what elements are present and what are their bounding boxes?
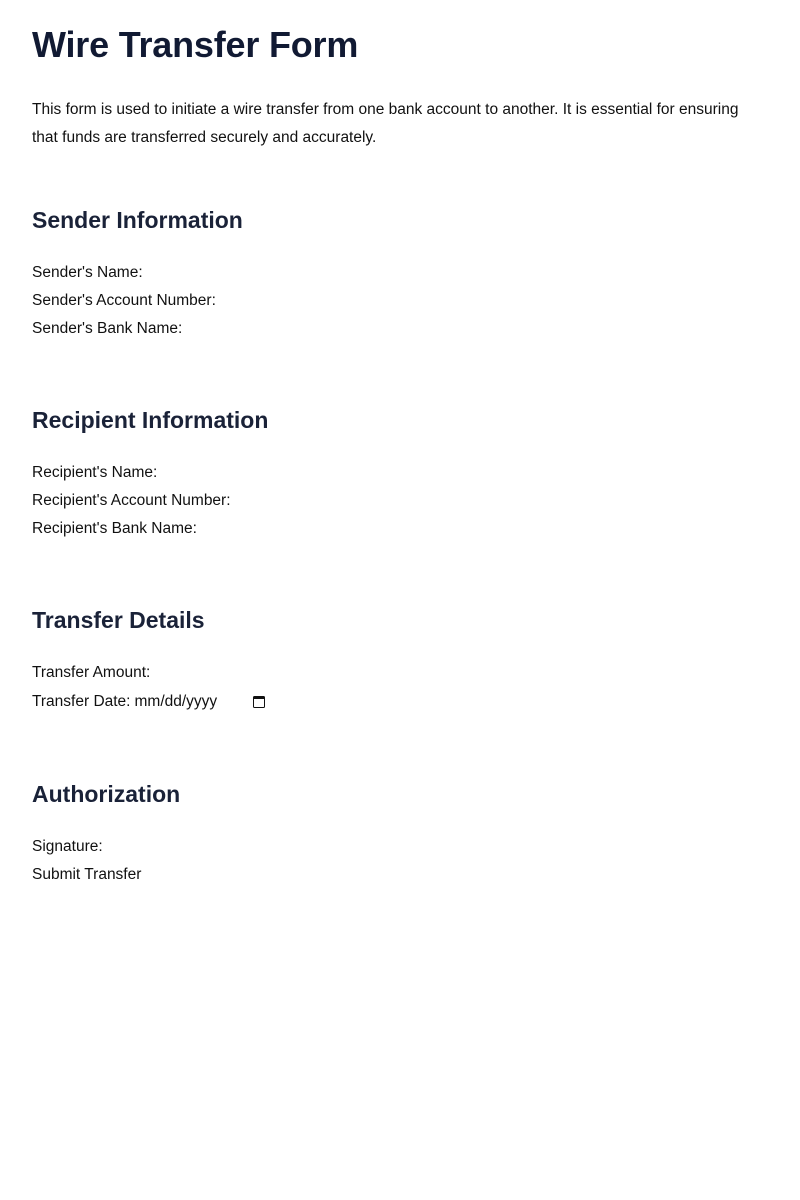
signature-field[interactable] — [107, 833, 247, 861]
recipient-bank-field[interactable] — [201, 515, 341, 543]
recipient-account-label: Recipient's Account Number: — [32, 492, 231, 509]
recipient-section — [32, 405, 768, 543]
sender-bank-field[interactable] — [186, 315, 326, 343]
transfer-date-label: Transfer Date: — [32, 693, 131, 710]
transfer-heading: Transfer Details — [32, 607, 205, 633]
sender-section — [32, 205, 768, 343]
submit-transfer-button[interactable]: Submit Transfer — [32, 861, 141, 889]
transfer-section — [32, 605, 768, 717]
transfer-date-field[interactable] — [135, 687, 265, 717]
recipient-bank-label: Recipient's Bank Name: — [32, 520, 197, 537]
signature-label: Signature: — [32, 838, 103, 855]
signature-row — [32, 833, 768, 861]
sender-heading: Sender Information — [32, 207, 243, 233]
transfer-date-placeholder[interactable]: mm/dd/yyyy — [134, 693, 218, 710]
recipient-account-field[interactable] — [235, 487, 375, 515]
sender-bank-label: Sender's Bank Name: — [32, 320, 183, 337]
transfer-amount-label: Transfer Amount: — [32, 664, 151, 681]
recipient-name-field[interactable] — [161, 459, 301, 487]
recipient-name-row — [32, 459, 768, 487]
recipient-name-label: Recipient's Name: — [32, 464, 158, 481]
authorization-section — [32, 779, 768, 889]
sender-name-label: Sender's Name: — [32, 264, 143, 281]
transfer-date-row — [32, 687, 768, 717]
sender-name-row — [32, 259, 768, 287]
transfer-amount-row — [32, 659, 768, 687]
recipient-account-row — [32, 487, 768, 515]
sender-account-row — [32, 287, 768, 315]
calendar-icon[interactable] — [253, 696, 265, 708]
page-title: Wire Transfer Form — [32, 24, 359, 65]
form-description: This form is used to initiate a wire transfer from one bank account to another. It is essential for ensuring that funds are transferred securely and accurately. — [32, 101, 739, 146]
transfer-amount-field[interactable] — [154, 659, 294, 687]
recipient-heading: Recipient Information — [32, 407, 269, 433]
sender-account-field[interactable] — [220, 287, 360, 315]
authorization-heading: Authorization — [32, 781, 181, 807]
recipient-bank-row — [32, 515, 768, 543]
sender-name-field[interactable] — [147, 259, 287, 287]
sender-bank-row — [32, 315, 768, 343]
sender-account-label: Sender's Account Number: — [32, 292, 216, 309]
